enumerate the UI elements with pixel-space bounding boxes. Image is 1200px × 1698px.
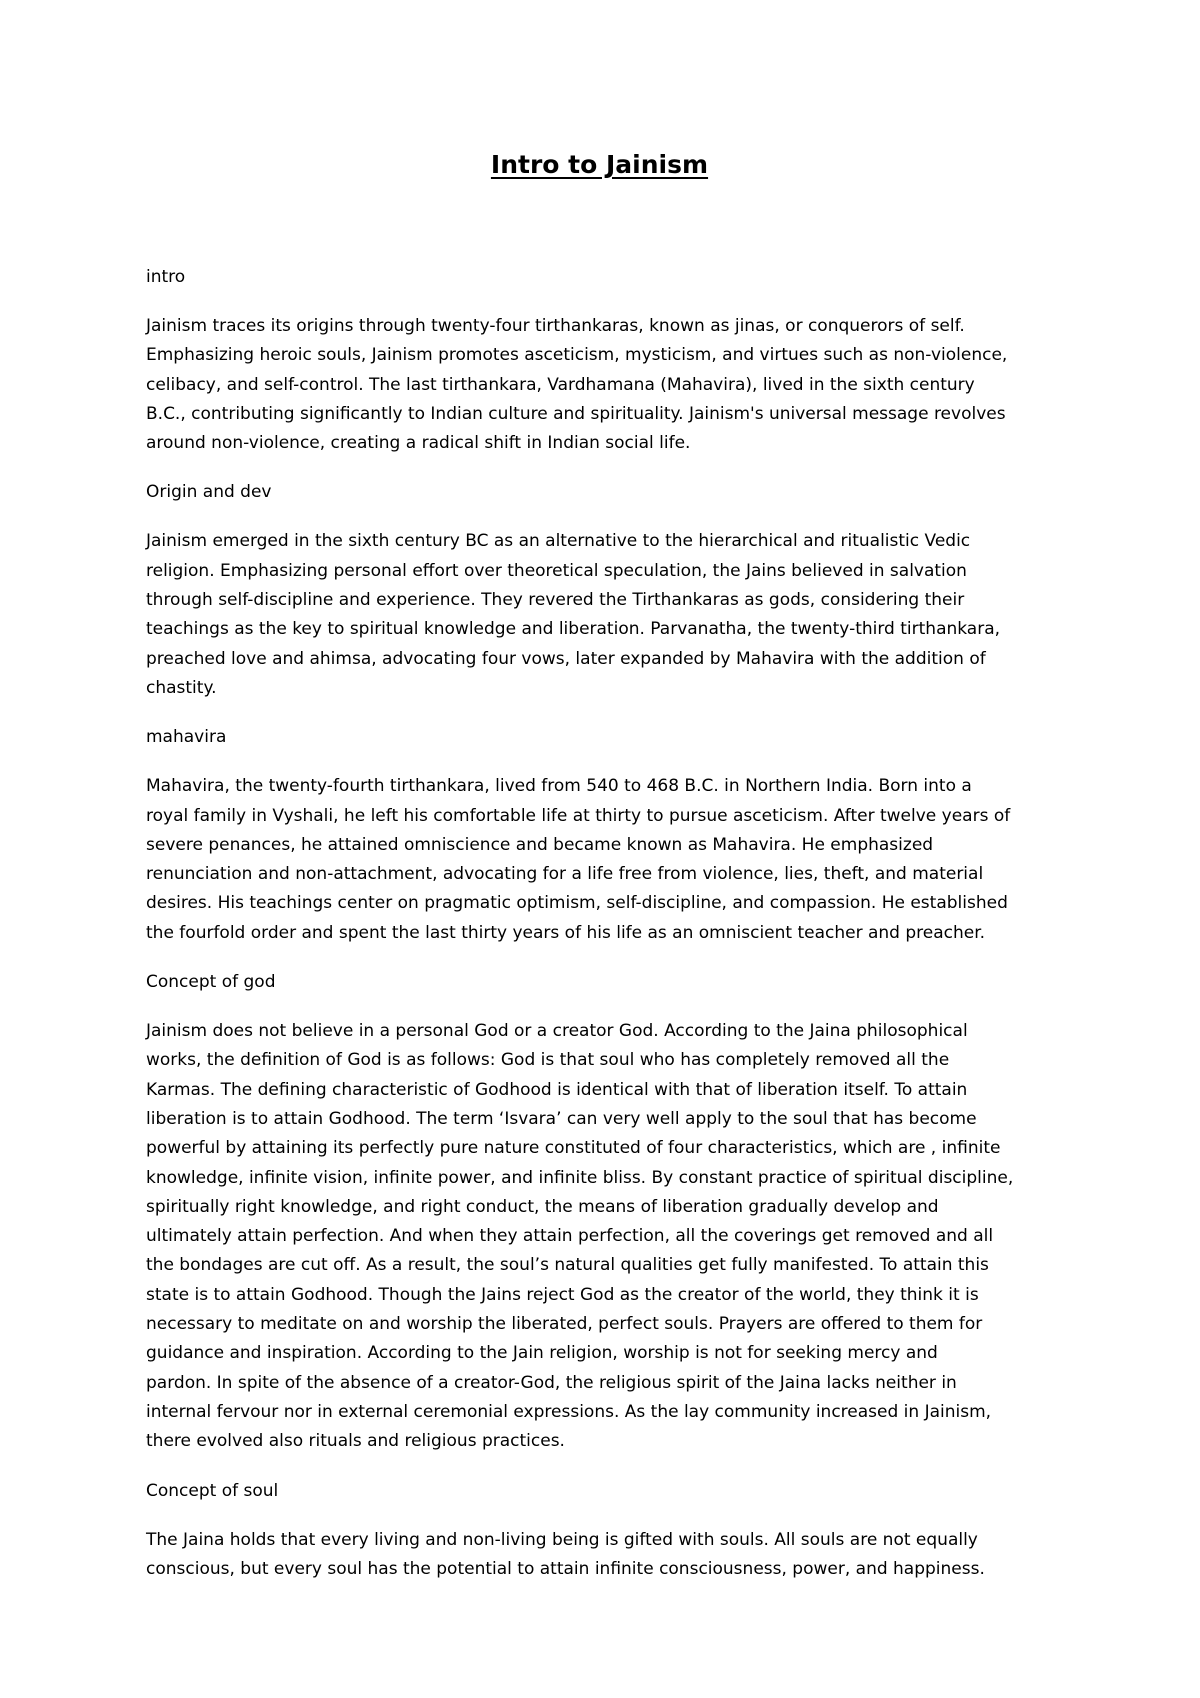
paragraph-line: guidance and inspiration. According to the Jain religion, worship is not for seeking mercy and xyxy=(146,1343,938,1364)
paragraph-line: ultimately attain perfection. And when they attain perfection, all the coverings get removed and all xyxy=(146,1226,994,1247)
section-heading: intro xyxy=(146,267,186,287)
document-title: Intro to Jainism xyxy=(490,150,709,179)
paragraph-line: internal fervour nor in external ceremonial expressions. As the lay community increased in Jainism, xyxy=(146,1401,992,1422)
section-paragraph xyxy=(146,1526,1076,1585)
paragraph-line: the fourfold order and spent the last thirty years of his life as an omniscient teacher and preacher. xyxy=(146,922,986,943)
paragraph-line: teachings as the key to spiritual knowledge and liberation. Parvanatha, the twenty-third tirthankara, xyxy=(146,619,1001,640)
paragraph-line: religion. Emphasizing personal effort over theoretical speculation, the Jains believed in salvation xyxy=(146,560,967,581)
paragraph-line: royal family in Vyshali, he left his comfortable life at thirty to pursue asceticism. After twelve years of xyxy=(146,805,1011,826)
paragraph-line: liberation is to attain Godhood. The term ‘Isvara’ can very well apply to the soul that has become xyxy=(146,1108,977,1129)
paragraph-line: works, the definition of God is as follows: God is that soul who has completely removed all the xyxy=(146,1050,950,1071)
paragraph-line: spiritually right knowledge, and right conduct, the means of liberation gradually develop and xyxy=(146,1196,939,1217)
paragraph-line: Jainism does not believe in a personal God or a creator God. According to the Jaina philosophical xyxy=(146,1021,968,1042)
paragraph-line: Jainism traces its origins through twenty-four tirthankaras, known as jinas, or conquerors of self. xyxy=(146,316,965,336)
paragraph-line: the bondages are cut off. As a result, the soul’s natural qualities get fully manifested. To attain this xyxy=(146,1255,989,1276)
paragraph-line: preached love and ahimsa, advocating four vows, later expanded by Mahavira with the addition of xyxy=(146,648,986,669)
paragraph-line: Jainism emerged in the sixth century BC as an alternative to the hierarchical and ritualistic Vedic xyxy=(146,531,971,552)
paragraph-line: The Jaina holds that every living and non-living being is gifted with souls. All souls are not equally xyxy=(146,1529,978,1550)
paragraph-line: knowledge, infinite vision, infinite power, and infinite bliss. By constant practice of spiritual discipline, xyxy=(146,1167,1014,1188)
section-paragraph xyxy=(146,312,1076,458)
paragraph-line: celibacy, and self-control. The last tirthankara, Vardhamana (Mahavira), lived in the sixth century xyxy=(146,374,975,395)
paragraph-line: chastity. xyxy=(146,677,217,698)
section-heading: Origin and dev xyxy=(146,482,272,503)
paragraph-line: desires. His teachings center on pragmatic optimism, self-discipline, and compassion. He established xyxy=(146,893,1008,914)
paragraph-line: Emphasizing heroic souls, Jainism promotes asceticism, mysticism, and virtues such as non-violence, xyxy=(146,345,1008,366)
section-paragraph xyxy=(146,1017,1076,1456)
paragraph-line: B.C., contributing significantly to Indian culture and spirituality. Jainism's universal message revolves xyxy=(146,403,1006,424)
section-paragraph xyxy=(146,772,1076,948)
paragraph-line: powerful by attaining its perfectly pure nature constituted of four characteristics, which are , infinite xyxy=(146,1138,1001,1159)
section-heading: Concept of soul xyxy=(146,1480,279,1501)
paragraph-line: Mahavira, the twenty-fourth tirthankara, lived from 540 to 468 B.C. in Northern India. Born into a xyxy=(146,776,972,797)
paragraph-line: state is to attain Godhood. Though the Jains reject God as the creator of the world, they think it is xyxy=(146,1284,979,1305)
section-heading: Concept of god xyxy=(146,972,276,993)
paragraph-line: there evolved also rituals and religious practices. xyxy=(146,1431,565,1452)
document-body xyxy=(146,263,1076,1604)
paragraph-line: severe penances, he attained omniscience and became known as Mahavira. He emphasized xyxy=(146,834,934,855)
section-heading: mahavira xyxy=(146,727,227,748)
paragraph-line: necessary to meditate on and worship the liberated, perfect souls. Prayers are offered to them for xyxy=(146,1314,983,1335)
paragraph-line: renunciation and non-attachment, advocating for a life free from violence, lies, theft, and material xyxy=(146,864,984,885)
paragraph-line: Karmas. The defining characteristic of Godhood is identical with that of liberation itself. To attain xyxy=(146,1079,968,1100)
paragraph-line: pardon. In spite of the absence of a creator-God, the religious spirit of the Jaina lacks neither in xyxy=(146,1372,957,1393)
paragraph-line: around non-violence, creating a radical shift in Indian social life. xyxy=(146,433,691,454)
section-paragraph xyxy=(146,527,1076,703)
paragraph-line: conscious, but every soul has the potential to attain infinite consciousness, power, and happiness. xyxy=(146,1558,985,1579)
paragraph-line: through self-discipline and experience. They revered the Tirthankaras as gods, considering their xyxy=(146,590,965,611)
